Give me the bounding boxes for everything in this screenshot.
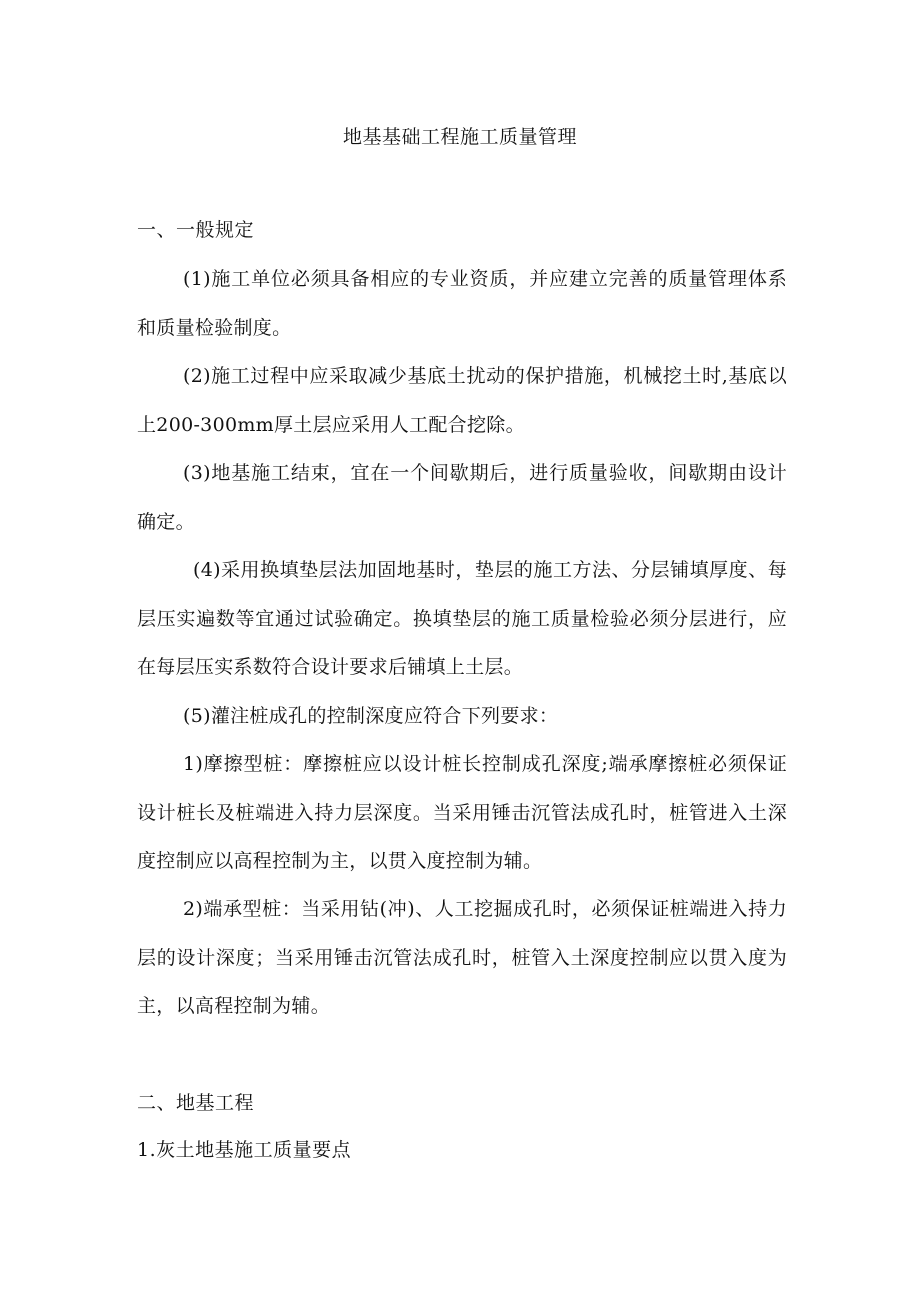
paragraph-6 — [137, 740, 787, 886]
paragraph-5-text: (5)灌注桩成孔的控制深度应符合下列要求： — [183, 705, 559, 727]
paragraph-1 — [137, 255, 787, 352]
paragraph-7 — [137, 885, 787, 1031]
paragraph-5 — [137, 692, 787, 741]
subsection-heading-lime-soil: 1.灰土地基施工质量要点 — [137, 1139, 352, 1161]
paragraph-4-text: (4)采用换填垫层法加固地基时，垫层的施工方法、分层铺填厚度、每层压实遍数等宜通过试验确定。换填垫层的施工质量检验必须分层进行，应在每层压实系数符合设计要求后铺填上土层。 — [137, 559, 787, 678]
paragraph-4 — [137, 546, 787, 692]
paragraph-7-text: 2)端承型桩：当采用钻(冲)、人工挖掘成孔时，必须保证桩端进入持力层的设计深度；当采用锤击沉管法成孔时，桩管入土深度控制应以贯入度为主，以高程控制为辅。 — [137, 898, 787, 1017]
paragraph-3-text: (3)地基施工结束，宜在一个间歇期后，进行质量验收，间歇期由设计确定。 — [137, 462, 787, 533]
paragraph-1-text: (1)施工单位必须具备相应的专业资质，并应建立完善的质量管理体系和质量检验制度。 — [137, 268, 787, 339]
paragraph-2 — [137, 352, 787, 449]
document-title: 地基基础工程施工质量管理 — [342, 126, 577, 148]
section-heading-foundation-engineering: 二、地基工程 — [137, 1092, 255, 1114]
paragraph-2-text: (2)施工过程中应采取减少基底土扰动的保护措施，机械挖土时,基底以上200-300mm厚土层应采用人工配合挖除。 — [137, 365, 787, 436]
paragraph-6-text: 1)摩擦型桩：摩擦桩应以设计桩长控制成孔深度;端承摩擦桩必须保证设计桩长及桩端进入持力层深度。当采用锤击沉管法成孔时，桩管进入土深度控制应以高程控制为主，以贯入度控制为辅。 — [137, 753, 787, 872]
section-heading-general-provisions: 一、一般规定 — [137, 219, 255, 241]
paragraph-3 — [137, 449, 787, 546]
